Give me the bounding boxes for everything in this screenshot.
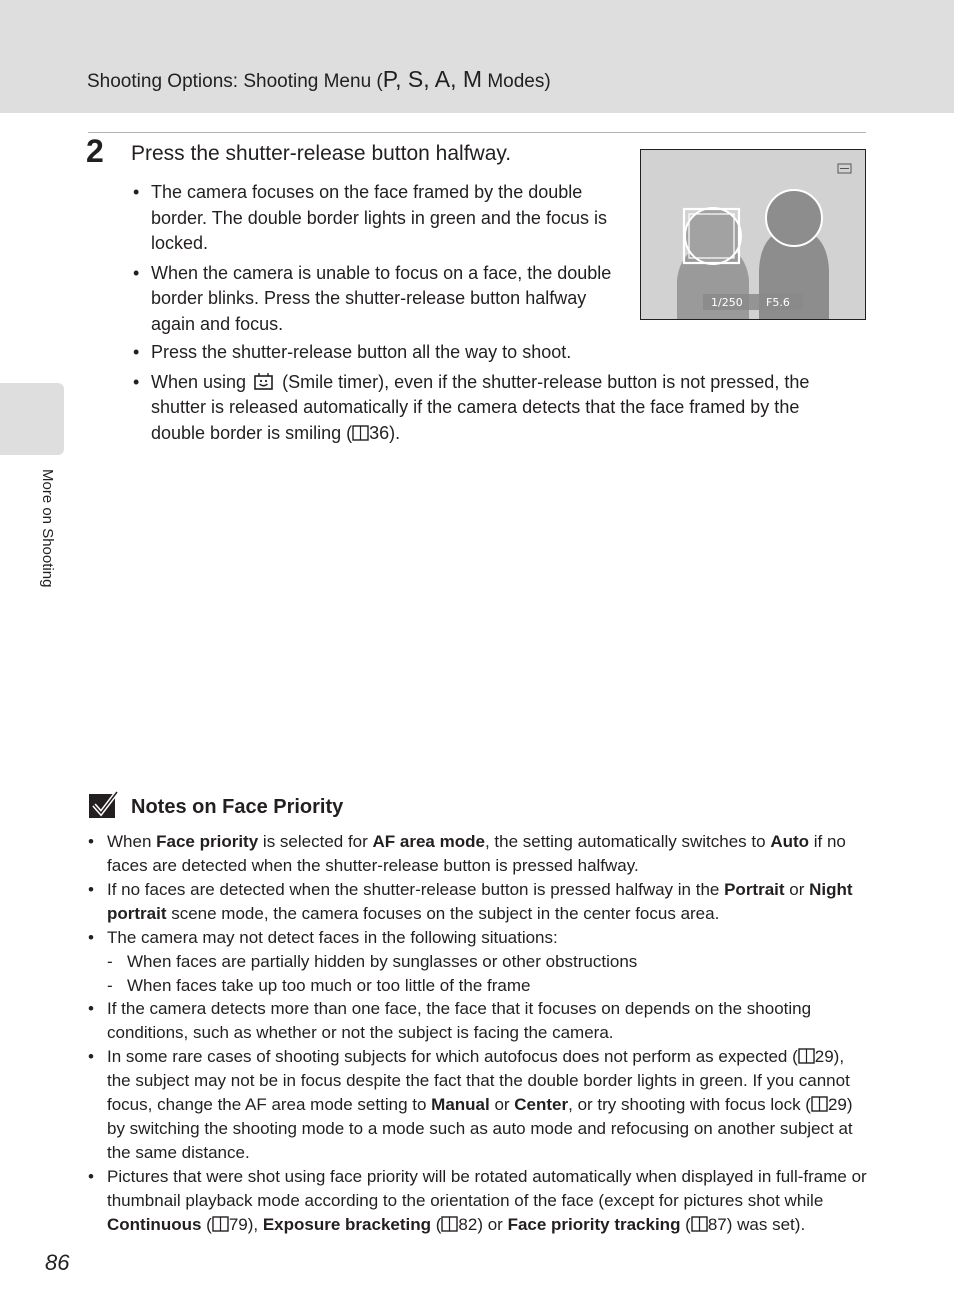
note-text: ), [247, 1215, 263, 1234]
page-header [87, 66, 551, 93]
note-bold: Manual [431, 1095, 490, 1114]
step-heading: Press the shutter-release button halfway. [131, 142, 512, 165]
note-bold: Portrait [724, 880, 785, 899]
note-text: ( [680, 1215, 691, 1234]
side-tab [0, 383, 64, 455]
book-reference-icon [352, 425, 369, 441]
header-modes: P, S, A, M [382, 66, 483, 92]
notes-title: Notes on Face Priority [131, 796, 344, 818]
list-item: • Press the shutter-release button all the way to shoot. [133, 340, 853, 366]
note-ref: 87 [707, 1215, 727, 1234]
note-text: The camera may not detect faces in the following situations: [107, 928, 558, 947]
note-text: In some rare cases of shooting subjects for which autofocus does not perform as expected ( [107, 1047, 798, 1066]
note-text: ) or [477, 1215, 508, 1234]
book-reference-icon [811, 1096, 828, 1112]
side-label-text: More on Shooting [39, 469, 56, 588]
book-reference-icon [212, 1216, 229, 1232]
note-bold: Face priority [156, 832, 259, 851]
list-item [88, 926, 868, 997]
book-reference-icon [441, 1216, 458, 1232]
smile-timer-icon [253, 372, 275, 390]
note-ref: 82 [458, 1215, 478, 1234]
note-ref: 79 [228, 1215, 248, 1234]
note-text: or [489, 1095, 515, 1114]
list-item: • When the camera is unable to focus on a face, the double border blinks. Press the shutter-release button halfway again and focus. [133, 261, 613, 338]
note-bold: Center [514, 1095, 569, 1114]
note-text: if no faces are detected when the shutter-release button is pressed halfway. [107, 832, 846, 875]
sub-list [107, 950, 868, 997]
checkmark-icon [88, 791, 118, 819]
list-item [88, 1045, 868, 1165]
list-item [88, 830, 868, 878]
note-text: ( [431, 1215, 442, 1234]
smile-text-1: When using [151, 371, 247, 392]
book-reference-icon [798, 1048, 815, 1064]
note-text: Pictures that were shot using face priority will be rotated automatically when displayed in full-frame or thumbnail playback mode according to the orientation of the face (except for pictures shot while [107, 1167, 867, 1210]
note-text: ) was set). [726, 1215, 806, 1234]
note-bold: Exposure bracketing [262, 1215, 432, 1234]
note-text: ( [201, 1215, 212, 1234]
smile-text-2: (Smile timer), even if the shutter-release button is not pressed, the shutter is released automatically if the camera detects that the face framed by the double border is smiling ( [151, 371, 810, 443]
note-ref: 29 [814, 1047, 834, 1066]
note-bold: AF area mode [372, 832, 485, 851]
list-item [133, 370, 853, 447]
note-text: ) by switching the shooting mode to a mode such as auto mode and refocusing on another subject at the same distance. [107, 1095, 853, 1162]
side-label [40, 469, 60, 619]
step-number: 2 [86, 133, 104, 169]
sub-list-item: - When faces take up too much or too little of the frame [107, 974, 868, 998]
note-text: , or try shooting with focus lock ( [568, 1095, 811, 1114]
header-title-suffix: Modes) [482, 71, 551, 92]
smile-ref-page: 36 [369, 422, 390, 443]
note-text: If no faces are detected when the shutter-release button is pressed halfway in the [107, 880, 725, 899]
notes-list [88, 830, 868, 1237]
smile-text-3: ). [389, 422, 401, 443]
list-item [88, 1165, 868, 1237]
note-text: When [107, 832, 157, 851]
list-item: • The camera focuses on the face framed by the double border. The double border lights in green and the focus is locked. [133, 180, 613, 257]
page-number: 86 [45, 1250, 70, 1275]
shutter-speed-readout: 1/250 [711, 296, 743, 309]
note-ref: 29 [827, 1095, 847, 1114]
step-bullets [133, 180, 613, 341]
note-text: scene mode, the camera focuses on the subject in the center focus area. [166, 904, 720, 923]
list-item: • If the camera detects more than one face, the face that it focuses on depends on the shooting conditions, such as whether or not the subject is facing the camera. [88, 997, 868, 1045]
note-text: is selected for [258, 832, 373, 851]
header-band [0, 0, 954, 113]
book-reference-icon [691, 1216, 708, 1232]
note-bold: Night portrait [107, 880, 853, 923]
header-title-prefix: Shooting Options: Shooting Menu ( [87, 71, 383, 92]
note-text: or [784, 880, 810, 899]
note-bold: Auto [770, 832, 810, 851]
note-text: , the setting automatically switches to [484, 832, 771, 851]
camera-preview [640, 149, 866, 320]
note-text: ), the subject may not be in focus despite the fact that the double border lights in green. If you cannot focus, change the AF area mode setting to [107, 1047, 850, 1114]
sub-list-item: - When faces are partially hidden by sunglasses or other obstructions [107, 950, 868, 974]
camera-preview-illustration [641, 150, 865, 319]
list-item [88, 878, 868, 926]
note-bold: Face priority tracking [507, 1215, 681, 1234]
aperture-readout: F5.6 [766, 296, 790, 309]
divider [88, 132, 866, 133]
note-bold: Continuous [107, 1215, 202, 1234]
step-bullets-continued [133, 340, 853, 450]
